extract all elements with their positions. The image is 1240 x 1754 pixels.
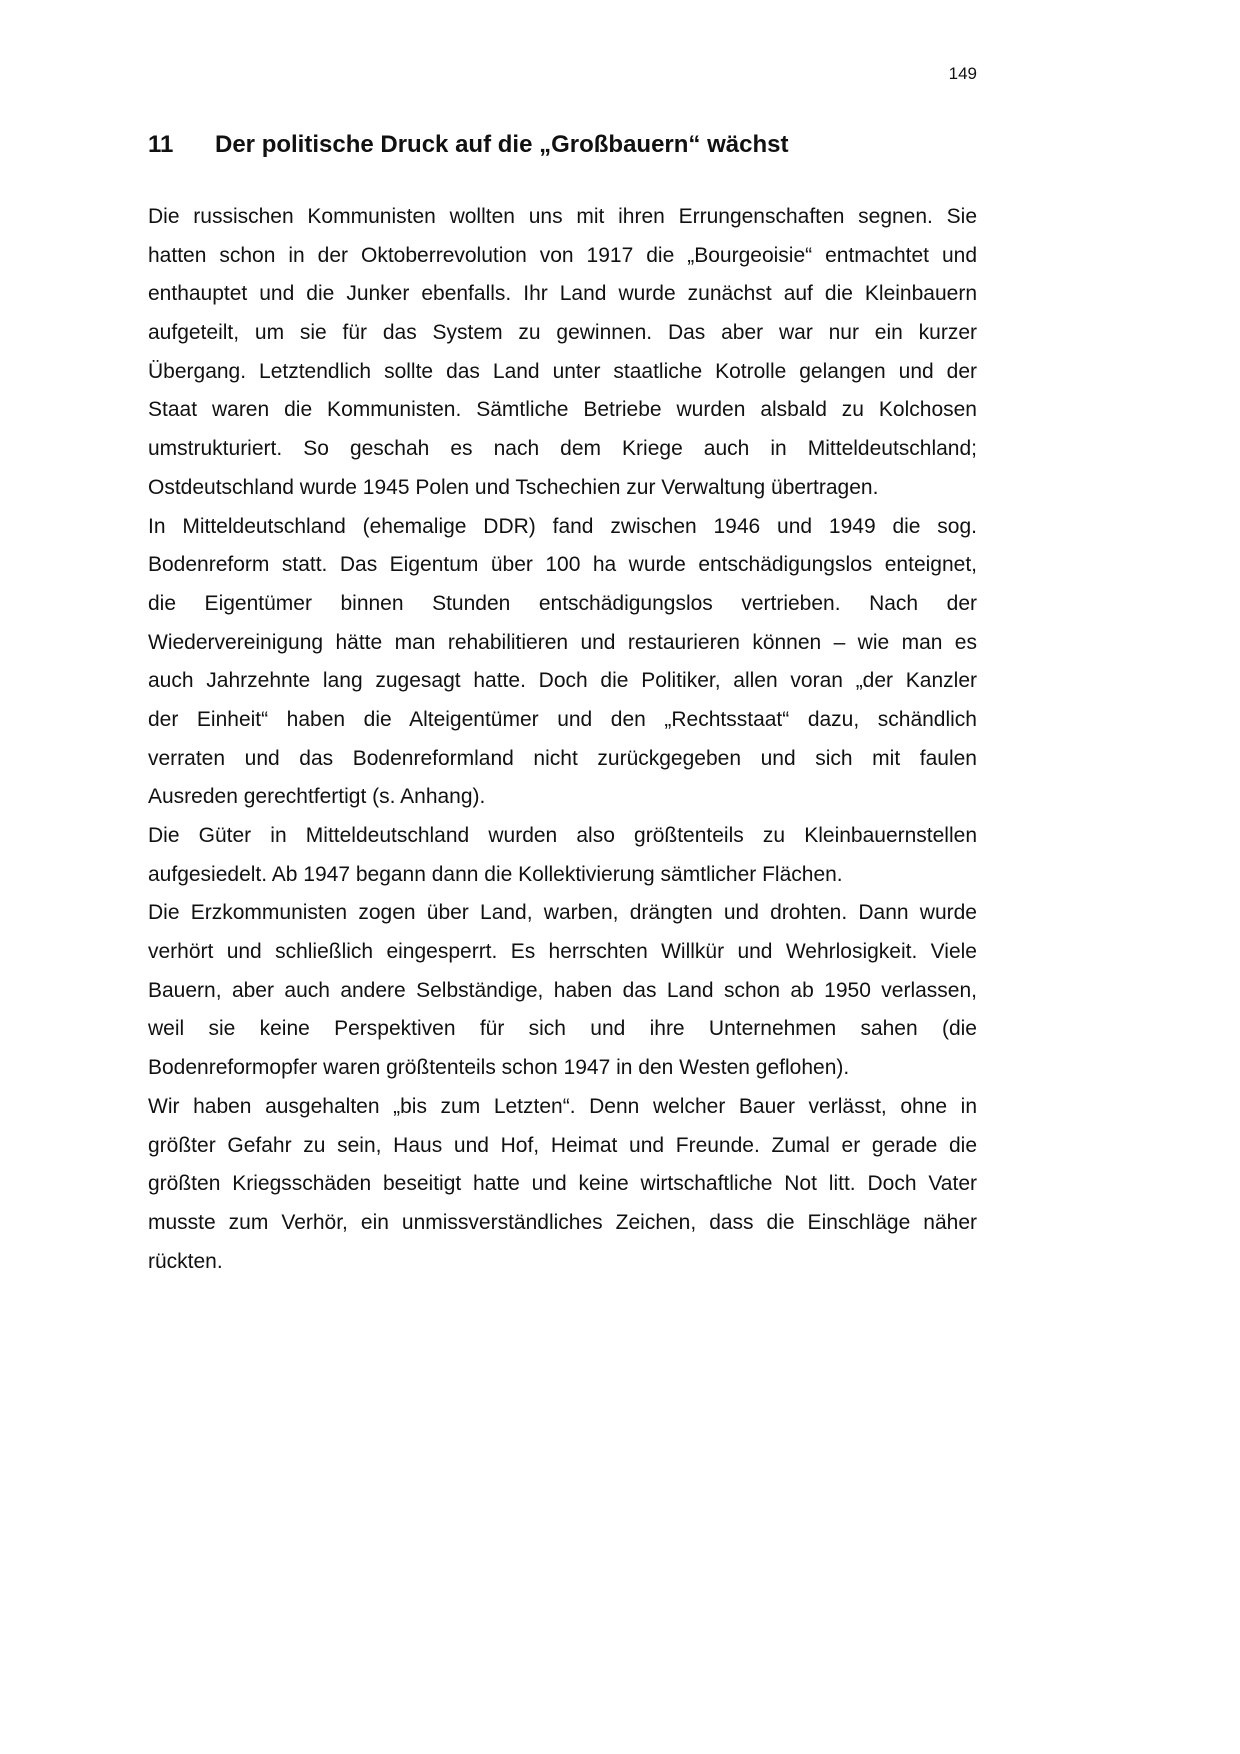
paragraph (148, 817, 977, 894)
text-line: Staat waren die Kommunisten. Sämtliche Betriebe wurden alsbald zu Kolchosen (148, 398, 977, 422)
text-line: auch Jahrzehnte lang zugesagt hatte. Doch die Politiker, allen voran „der Kanzler (148, 669, 977, 693)
text-line: die Eigentümer binnen Stunden entschädigungslos vertrieben. Nach der (148, 591, 977, 615)
text-line: Bodenreformopfer waren größtenteils schon 1947 in den Westen geflohen). (148, 1056, 850, 1080)
text-line: verhört und schließlich eingesperrt. Es herrschten Willkür und Wehrlosigkeit. Viele (148, 940, 977, 964)
text-line: der Einheit“ haben die Alteigentümer und den „Rechtsstaat“ dazu, schändlich (148, 707, 977, 731)
text-line: In Mitteldeutschland (ehemalige DDR) fand zwischen 1946 und 1949 die sog. (148, 514, 977, 538)
text-line: Die Güter in Mitteldeutschland wurden also größtenteils zu Kleinbauernstellen (148, 824, 977, 847)
text-line: Wir haben ausgehalten „bis zum Letzten“. Denn welcher Bauer verlässt, ohne in (148, 1094, 977, 1118)
chapter-number: 11 (148, 131, 174, 158)
paragraph (148, 894, 977, 1087)
text-line: Bauern, aber auch andere Selbständige, haben das Land schon ab 1950 verlassen, (148, 978, 977, 1002)
text-line: größter Gefahr zu sein, Haus und Hof, Heimat und Freunde. Zumal er gerade die (148, 1133, 977, 1157)
text-line: rückten. (148, 1249, 223, 1273)
body-text (148, 198, 977, 1281)
text-line: umstrukturiert. So geschah es nach dem Kriege auch in Mitteldeutschland; (148, 437, 977, 461)
text-line: musste zum Verhör, ein unmissverständliches Zeichen, dass die Einschläge näher (148, 1210, 977, 1234)
text-line: weil sie keine Perspektiven für sich und ihre Unternehmen sahen (die (148, 1017, 977, 1041)
text-line: Die Erzkommunisten zogen über Land, warben, drängten und drohten. Dann wurde (148, 901, 977, 925)
text-line: Ausreden gerechtfertigt (s. Anhang). (148, 785, 486, 809)
page-number: 149 (948, 64, 977, 83)
chapter-heading (148, 131, 1048, 159)
text-line: Ostdeutschland wurde 1945 Polen und Tschechien zur Verwaltung übertragen. (148, 475, 879, 499)
paragraph (148, 508, 977, 818)
text-line: Übergang. Letztendlich sollte das Land unter staatliche Kotrolle gelangen und der (148, 359, 977, 383)
text-line: aufgeteilt, um sie für das System zu gewinnen. Das aber war nur ein kurzer (148, 321, 977, 345)
text-line: Bodenreform statt. Das Eigentum über 100 ha wurde entschädigungslos enteignet, (148, 553, 977, 577)
text-line: enthauptet und die Junker ebenfalls. Ihr Land wurde zunächst auf die Kleinbauern (148, 282, 977, 306)
text-line: Wiedervereinigung hätte man rehabilitieren und restaurieren können – wie man es (148, 630, 977, 654)
text-line: verraten und das Bodenreformland nicht zurückgegeben und sich mit faulen (148, 746, 977, 770)
chapter-title: Der politische Druck auf die „Großbauern“ wächst (215, 131, 789, 158)
paragraph (148, 1088, 977, 1281)
text-line: hatten schon in der Oktoberrevolution von 1917 die „Bourgeoisie“ entmachtet und (148, 243, 977, 267)
text-line: aufgesiedelt. Ab 1947 begann dann die Kollektivierung sämtlicher Flächen. (148, 862, 843, 886)
paragraph (148, 198, 977, 508)
text-line: größten Kriegsschäden beseitigt hatte und keine wirtschaftliche Not litt. Doch Vater (148, 1172, 977, 1196)
text-line: Die russischen Kommunisten wollten uns mit ihren Errungenschaften segnen. Sie (148, 205, 977, 228)
